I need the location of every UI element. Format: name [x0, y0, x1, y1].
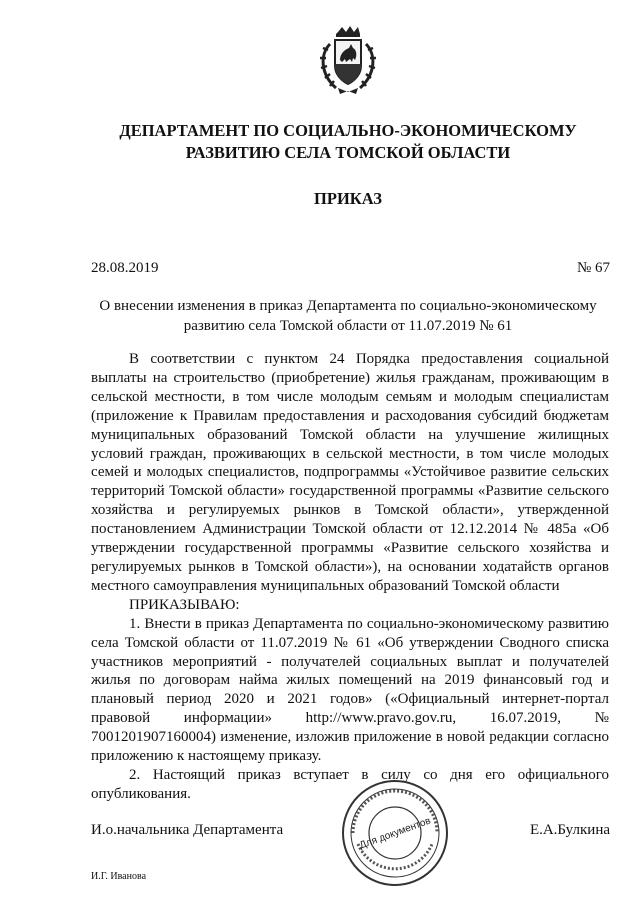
coat-of-arms-icon [316, 26, 380, 96]
order-item-2: 2. Настоящий приказ вступает в силу со дня его официального опубликования. [91, 766, 609, 802]
subject-line2: развитию села Томской области от 11.07.2019 № 61 [183, 318, 513, 334]
stamp-text: Для документов [358, 815, 433, 852]
preamble-paragraph: В соответствии с пунктом 24 Порядка предоставления социальной выплаты на строительство (приобретение) жилья гражданам, проживающим в сельской местности, в том числе молодым семьям и молодым специалистам (приложение к Правилам предоставления и расходования субсидий бюджетам муниципальных образований Томской области на улучшение жилищных условий граждан, проживающих в сельской местности, в том числе молодых семей и молодых специалистов, подпрограммы «Устойчивое развитие сельских территорий Томской области» государственной программы «Развитие сельского хозяйства и регулируемых рынков в Томской области», утвержденной постановлением Администрации Томской области от 12.12.2014 № 485а «Об утверждении государственной программы «Развитие сельского хозяйства и регулируемых рынков в Томской области»), на основании ходатайств органов местного самоуправления муниципальных образований Томской области [91, 351, 609, 594]
subject-line1: О внесении изменения в приказ Департамента по социально-экономическому [99, 298, 597, 314]
document-body [91, 350, 609, 804]
document-subject [60, 296, 636, 336]
signatory-title: И.о.начальника Департамента [91, 822, 284, 838]
signatory-name: Е.А.Булкина [529, 822, 610, 838]
executor-name: И.Г. Иванова [91, 871, 147, 882]
department-name [60, 120, 636, 164]
department-name-line2: РАЗВИТИЮ СЕЛА ТОМСКОЙ ОБЛАСТИ [185, 143, 511, 162]
department-name-line1: ДЕПАРТАМЕНТ ПО СОЦИАЛЬНО-ЭКОНОМИЧЕСКОМУ [119, 121, 577, 140]
document-date: 28.08.2019 [91, 260, 159, 276]
order-item-1: 1. Внести в приказ Департамента по социально-экономическому развитию села Томской области от 11.07.2019 № 61 «Об утверждении Сводного списка участников мероприятий - получателей социальных выплат и получателей жилья по договорам найма жилых помещений на 2019 финансовый год и плановый период 2020 и 2021 годов» («Официальный интернет-портал правовой информации» http://www.pravo.gov.ru, 16.07.2019, № 7001201907160004) изменение, изложив приложение в новой редакции согласно приложению к настоящему приказу. [91, 615, 609, 765]
order-word: ПРИКАЗЫВАЮ: [129, 596, 240, 613]
document-type-title: ПРИКАЗ [314, 189, 382, 208]
round-stamp-icon [340, 778, 450, 888]
document-number: № 67 [576, 260, 610, 276]
